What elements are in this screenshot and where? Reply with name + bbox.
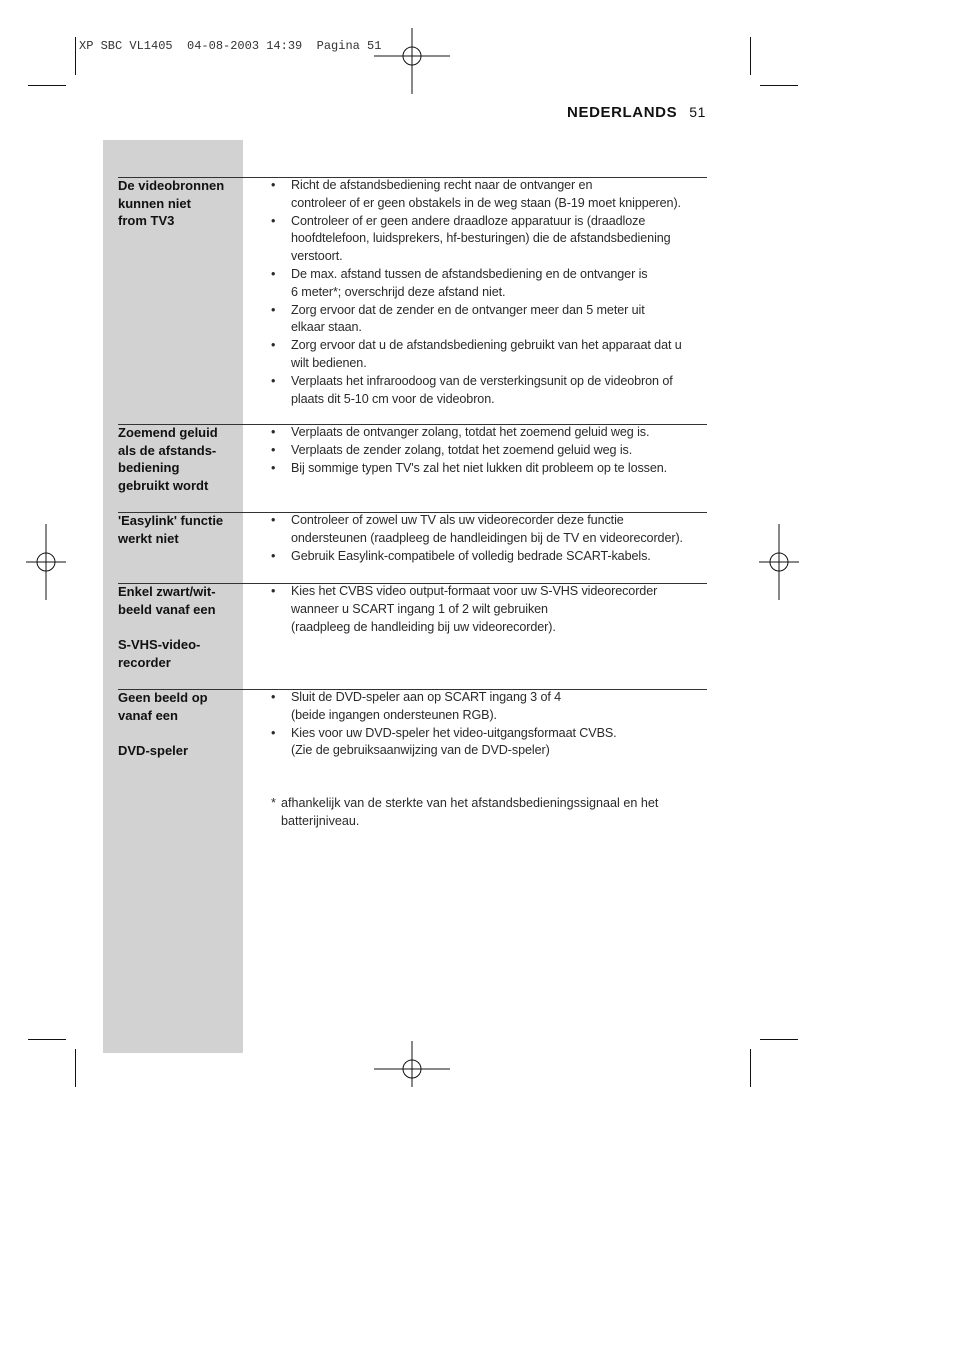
registration-mark-icon bbox=[374, 18, 450, 94]
solution-item: • Verplaats de ontvanger zolang, totdat het zoemend geluid weg is. bbox=[271, 425, 650, 439]
registration-mark-icon bbox=[8, 524, 84, 600]
crop-mark bbox=[75, 1049, 76, 1087]
solution-item: • Zorg ervoor dat de zender en de ontvanger meer dan 5 meter uit elkaar staan. bbox=[271, 302, 645, 335]
solution-item: • Sluit de DVD-speler aan op SCART ingang 3 of 4 (beide ingangen ondersteunen RGB). bbox=[271, 690, 562, 722]
solution-item: • Controleer of zowel uw TV als uw videorecorder deze functie ondersteunen (raadpleeg de handleidingen bij de TV en videorecorder). bbox=[271, 513, 683, 545]
crop-mark bbox=[750, 37, 751, 75]
solution-item: • Gebruik Easylink-compatibele of volledig bedrade SCART-kabels. bbox=[271, 548, 651, 563]
crop-mark bbox=[760, 85, 798, 86]
crop-mark bbox=[750, 1049, 751, 1087]
solution-list bbox=[271, 689, 707, 760]
solution-item: • Zorg ervoor dat u de afstandsbediening gebruikt van het apparaat dat u wilt bedienen. bbox=[271, 338, 682, 370]
crop-mark bbox=[28, 85, 66, 86]
crop-mark bbox=[75, 37, 76, 75]
solution-list bbox=[271, 512, 707, 565]
solution-list bbox=[271, 583, 707, 636]
registration-mark-icon bbox=[374, 1031, 450, 1107]
solution-item: • Verplaats het infraroodoog van de versterkingsunit op de videobron of plaats dit 5-10 cm voor de videobron. bbox=[271, 373, 673, 406]
solution-item: • Kies voor uw DVD-speler het video-uitgangsformaat CVBS. (Zie de gebruiksaanwijzing van de DVD-speler) bbox=[271, 725, 617, 758]
footnote: * afhankelijk van de sterkte van het afstandsbedieningssignaal en het batterijniveau. bbox=[271, 796, 659, 828]
problem-title: Enkel zwart/wit- beeld vanaf een S-VHS-video- recorder bbox=[118, 584, 216, 670]
problem-title: De videobronnen kunnen niet from TV3 bbox=[118, 178, 225, 229]
page-header bbox=[567, 104, 706, 121]
problem-title: Zoemend geluid als de afstands- bediening gebruikt wordt bbox=[118, 425, 218, 494]
crop-mark bbox=[28, 1039, 66, 1040]
page-number: 51 bbox=[689, 104, 706, 120]
solution-list bbox=[271, 424, 707, 477]
problem-title: Geen beeld op vanaf een DVD-speler bbox=[118, 690, 208, 759]
solution-item: • Verplaats de zender zolang, totdat het zoemend geluid weg is. bbox=[271, 442, 633, 457]
solution-item: • De max. afstand tussen de afstandsbediening en de ontvanger is 6 meter*; overschrijd deze afstand niet. bbox=[271, 266, 648, 299]
solution-item: • Controleer of er geen andere draadloze apparatuur is (draadloze hoofdtelefoon, luidsprekers, hf-besturingen) die de afstandsbediening verstoort. bbox=[271, 213, 671, 264]
language-heading: NEDERLANDS bbox=[567, 104, 678, 121]
print-slug: XP SBC VL1405 04-08-2003 14:39 Pagina 51 bbox=[79, 39, 382, 53]
registration-mark-icon bbox=[741, 524, 817, 600]
solution-list bbox=[271, 177, 707, 408]
problem-title: 'Easylink' functie werkt niet bbox=[118, 513, 224, 546]
crop-mark bbox=[760, 1039, 798, 1040]
solution-item: • Richt de afstandsbediening recht naar de ontvanger en controleer of er geen obstakels in de weg staan (B-19 moet knipperen). bbox=[271, 178, 681, 210]
solution-item: • Bij sommige typen TV's zal het niet lukken dit probleem op te lossen. bbox=[271, 460, 668, 475]
solution-item: • Kies het CVBS video output-formaat voor uw S-VHS videorecorder wanneer u SCART ingang 1 of 2 wilt gebruiken (raadpleeg de handleiding bij uw videorecorder). bbox=[271, 584, 658, 634]
